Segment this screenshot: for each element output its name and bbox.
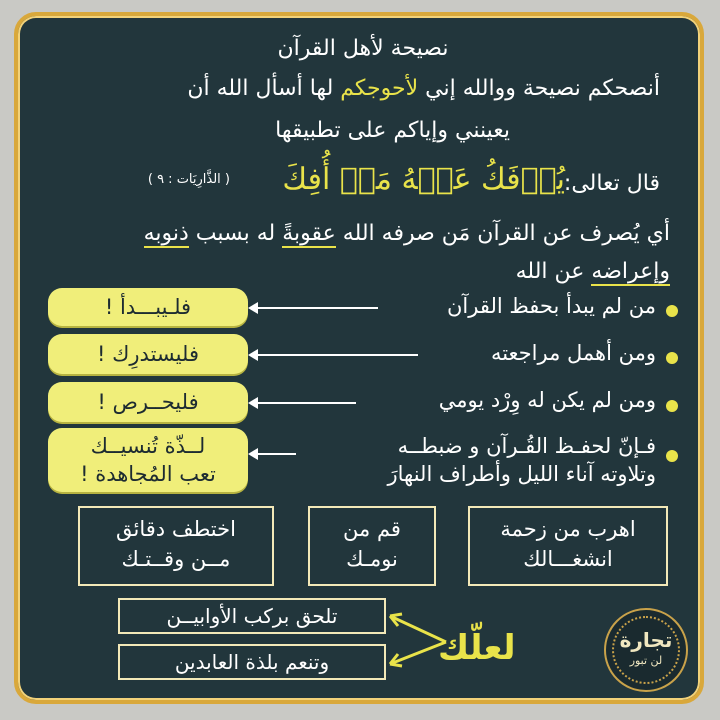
arrow-left-icon [248,397,258,409]
meaning-underline-3: وإعراضه [591,259,670,284]
arrow-left-icon [248,349,258,361]
box-line-1: اهرب من زحمة [500,517,636,541]
meaning-text-c: له بسبب [188,221,283,246]
row-text-2: وتلاوته آناء الليل وأطراف النهارَ [387,462,656,486]
closing-option-2: وتنعم بلذة العابدين [118,644,386,680]
poster-frame [14,12,704,704]
meaning-line-1 [144,221,670,246]
intro-highlight: لأحوجكم [340,76,419,101]
box-line-2: مــن وقــتـك [121,547,231,571]
arrow-line [256,402,356,404]
row-text: فـإنّ لحفـظ القُـرآن و ضبطــه [397,434,656,458]
brand-logo [604,608,688,692]
logo-subtitle: لن تبور [629,654,663,667]
intro-text-c: لها أسأل الله أن [187,76,341,101]
closing-option-1: تلحق بركب الأوابيــن [118,598,386,634]
arrow-line [256,307,378,309]
page-title: نصيحة لأهل القرآن [277,36,449,61]
closing-word: لعلّك [438,628,516,668]
intro-line-2: يعينني وإياكم على تطبيقها [275,118,510,143]
row-text: ومن أهمل مراجعته [490,341,656,365]
row-text: من لم يبدأ بحفظ القرآن [446,294,656,318]
pill-line-2: تعب المُجاهدة ! [80,462,216,486]
advice-box [468,506,668,586]
connector-arrows [368,606,448,676]
intro-line-1 [187,76,660,101]
bullet-dot [666,450,678,462]
box-line-2: نومـك [346,547,398,571]
arrow-left-icon [248,302,258,314]
verse-text: يُؤۡفَكُ عَنۡهُ مَنۡ أُفِكَ [282,162,565,197]
verse-reference: ( الذَّارِيَات : ٩ ) [147,172,230,187]
action-pill-double [48,428,248,492]
action-pill: فليحــرص ! [48,382,248,422]
arrow-line [256,453,296,455]
meaning-line-2 [516,259,670,284]
bullet-dot [666,352,678,364]
meaning-underline-2: ذنوبه [143,221,189,246]
verse-label: قال تعالى: [563,171,660,196]
meaning-text-a: أي يُصرف عن القرآن مَن صرفه الله [335,221,670,246]
box-line-1: اختطف دقائق [116,517,236,541]
bullet-dot [666,400,678,412]
row-text: ومن لم يكن له وِرْد يومي [438,388,656,412]
bullet-dot [666,305,678,317]
action-pill: فلـيبـــدأ ! [48,288,248,326]
advice-box [78,506,274,586]
box-line-1: قم من [343,517,401,541]
intro-text-a: أنصحكم نصيحة ووالله إني [418,76,660,101]
meaning-underline-1: عقوبةً [282,221,336,246]
arrow-left-icon [248,448,258,460]
box-line-2: انشغـــالك [523,547,613,571]
action-pill: فليستدرِك ! [48,334,248,374]
arrow-line [256,354,418,356]
pill-line-1: لــذّة تُنسيــك [90,434,206,458]
advice-box [308,506,436,586]
logo-title: تجارة [619,628,673,652]
meaning-text-e: عن الله [515,259,592,284]
